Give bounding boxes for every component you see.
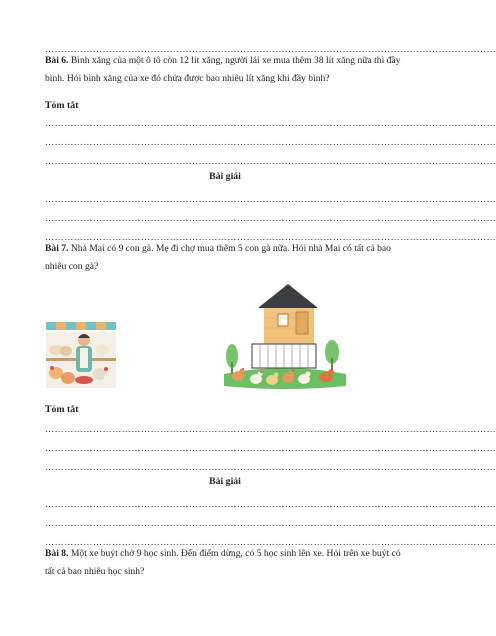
- problem-8: [45, 545, 411, 581]
- answer-line: ……………………………………………………………………………………………………………………………: [45, 213, 496, 223]
- answer-line: ……………………………………………………………………………………………………………………………: [45, 156, 496, 166]
- chicken-coop-illustration: [222, 282, 348, 390]
- answer-line: ……………………………………………………………………………………………………………………………: [45, 232, 496, 242]
- answer-line: ……………………………………………………………………………………………………………………………: [45, 518, 496, 528]
- summary-heading-1: Tóm tắt: [45, 100, 79, 111]
- answer-line: ……………………………………………………………………………………………………………………………: [45, 499, 496, 509]
- answer-line: ……………………………………………………………………………………………………………………………: [45, 443, 496, 453]
- answer-line: ……………………………………………………………………………………………………………………………: [45, 118, 496, 128]
- solution-heading-2: Bài giải: [209, 476, 241, 487]
- problem-6-text: Bình xăng của một ô tô còn 12 lít xăng, người lái xe mua thêm 38 lít xăng nữa thì đầy bình. Hỏi bình xăng của xe đó chứa được bao nhiêu lít xăng khi đầy bình?: [45, 55, 401, 84]
- problem-7-label: Bài 7.: [45, 243, 69, 254]
- problem-8-label: Bài 8.: [45, 548, 69, 559]
- problem-7-text: Nhà Mai có 9 con gà. Mẹ đi chợ mua thêm 5 con gà nữa. Hỏi nhà Mai có tất cả bao nhiêu con gà?: [45, 243, 391, 272]
- summary-heading-2: Tóm tắt: [45, 404, 79, 415]
- answer-line: ……………………………………………………………………………………………………………………………: [45, 44, 496, 54]
- solution-heading-1: Bài giải: [209, 171, 241, 182]
- problem-8-text: Một xe buýt chở 9 học sinh. Đến điểm dừng, có 5 học sinh lên xe. Hỏi trên xe buýt có tất cả bao nhiêu học sinh?: [45, 548, 401, 577]
- chicken-market-illustration: [44, 318, 118, 390]
- problem-7: [45, 240, 411, 276]
- answer-line: ……………………………………………………………………………………………………………………………: [45, 424, 496, 434]
- answer-line: ……………………………………………………………………………………………………………………………: [45, 537, 496, 547]
- answer-line: ……………………………………………………………………………………………………………………………: [45, 194, 496, 204]
- problem-6: [45, 52, 411, 88]
- answer-line: ……………………………………………………………………………………………………………………………: [45, 462, 496, 472]
- problem-6-label: Bài 6.: [45, 55, 69, 66]
- answer-line: ……………………………………………………………………………………………………………………………: [45, 137, 496, 147]
